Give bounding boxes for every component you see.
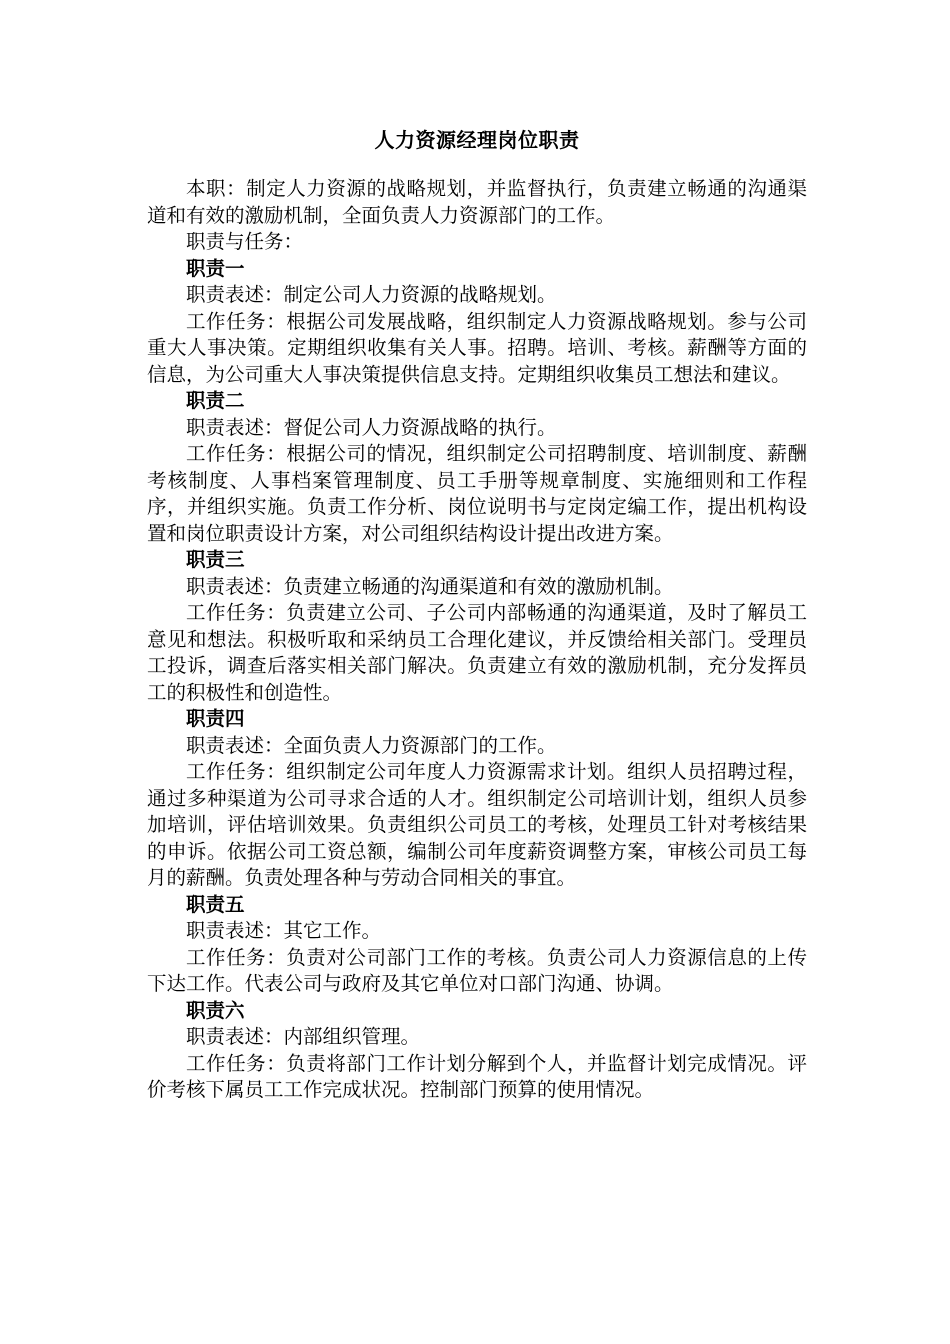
duty-task: 工作任务：根据公司的情况，组织制定公司招聘制度、培训制度、薪酬考核制度、人事档案管理制度、员工手册等规章制度、实施细则和工作程序，并组织实施。负责工作分析、岗位说明书与定岗定编工作，提出机构设置和岗位职责设计方案，对公司组织结构设计提出改进方案。 [147, 442, 807, 545]
duty-heading: 职责一 [186, 256, 245, 280]
duty-task: 工作任务：组织制定公司年度人力资源需求计划。组织人员招聘过程，通过多种渠道为公司寻求合适的人才。组织制定公司培训计划，组织人员参加培训，评估培训效果。负责组织公司员工的考核，处理员工针对考核结果的申诉。依据公司工资总额，编制公司年度薪资调整方案，审核公司员工每月的薪酬。负责处理各种与劳动合同相关的事宜。 [147, 760, 807, 889]
duty-block-3 [147, 547, 807, 706]
duty-task: 工作任务：根据公司发展战略，组织制定人力资源战略规划。参与公司重大人事决策。定期组织收集有关人事。招聘。培训、考核。薪酬等方面的信息，为公司重大人事决策提供信息支持。定期组织收集员工想法和建议。 [147, 309, 807, 386]
duty-heading: 职责四 [186, 707, 245, 730]
duty-heading: 职责三 [186, 548, 245, 571]
duty-description: 职责表述：督促公司人力资源战略的执行。 [186, 415, 557, 439]
duty-block-5 [147, 892, 807, 998]
duty-task: 工作任务：负责对公司部门工作的考核。负责公司人力资源信息的上传下达工作。代表公司与政府及其它单位对口部门沟通、协调。 [147, 945, 807, 995]
duty-task: 工作任务：负责建立公司、子公司内部畅通的沟通渠道，及时了解员工意见和想法。积极听取和采纳员工合理化建议，并反馈给相关部门。受理员工投诉，调查后落实相关部门解决。负责建立有效的激励机制，充分发挥员工的积极性和创造性。 [147, 601, 807, 704]
document-title: 人力资源经理岗位职责 [374, 128, 580, 152]
duty-description: 职责表述：内部组织管理。 [186, 1025, 421, 1048]
duty-heading: 职责五 [186, 892, 245, 916]
duty-task: 工作任务：负责将部门工作计划分解到个人，并监督计划完成情况。评价考核下属员工工作完成状况。控制部门预算的使用情况。 [147, 1051, 807, 1101]
duty-description: 职责表述：全面负责人力资源部门的工作。 [186, 733, 557, 757]
section-label: 职责与任务： [186, 230, 304, 253]
duty-block-2 [147, 388, 807, 547]
duty-heading: 职责六 [186, 998, 245, 1022]
intro-paragraph: 本职：制定人力资源的战略规划，并监督执行，负责建立畅通的沟通渠道和有效的激励机制，全面负责人力资源部门的工作。 [147, 177, 807, 227]
duty-heading: 职责二 [186, 389, 245, 412]
duty-block-6 [147, 998, 807, 1104]
duty-block-1 [147, 256, 807, 389]
document-page [147, 126, 807, 1104]
duty-description: 职责表述：其它工作。 [186, 919, 382, 942]
duty-description: 职责表述：制定公司人力资源的战略规划。 [186, 283, 557, 306]
duty-block-4 [147, 706, 807, 892]
duty-description: 职责表述：负责建立畅通的沟通渠道和有效的激励机制。 [186, 574, 674, 598]
